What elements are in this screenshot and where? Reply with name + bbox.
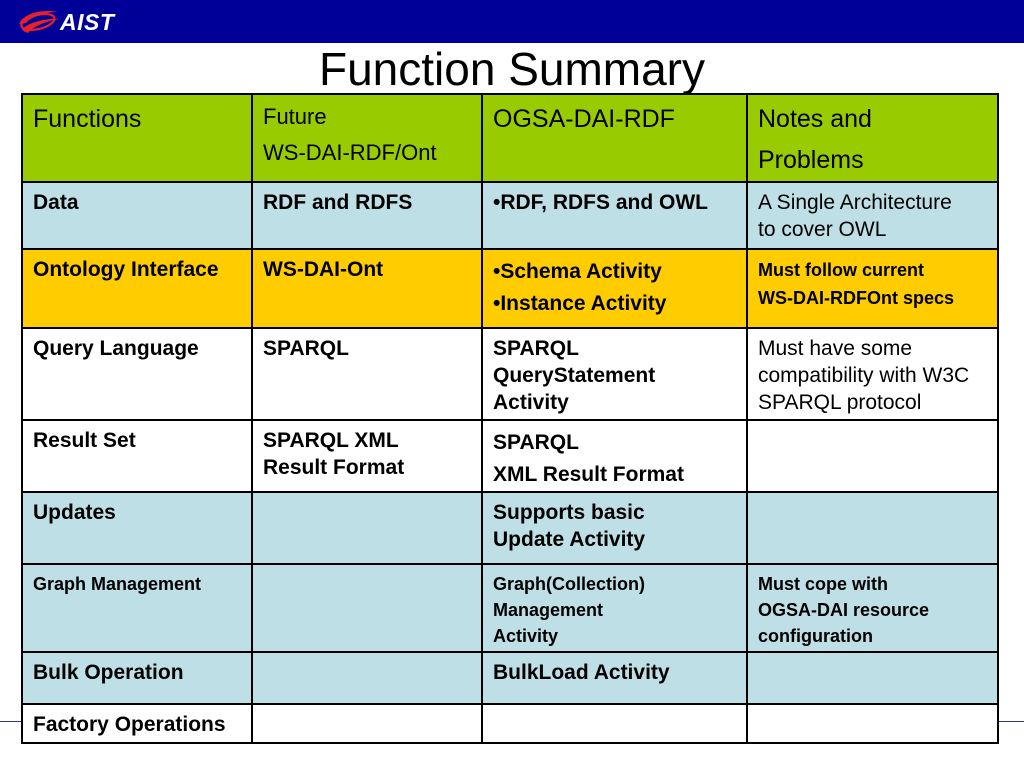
cell-line: Supports basic — [493, 501, 645, 524]
cell-notes — [747, 182, 998, 249]
cell-line: SPARQL — [493, 431, 579, 454]
cell-future — [252, 249, 482, 328]
cell-notes — [747, 420, 998, 492]
cell-line: configuration — [758, 626, 873, 646]
cell-line: WS-DAI-Ont — [263, 258, 384, 281]
cell-line: to cover OWL — [758, 218, 887, 241]
cell-line: SPARQL protocol — [758, 391, 922, 414]
cell-line: Ontology Interface — [33, 258, 219, 281]
cell-line: WS-DAI-RDFOnt specs — [758, 288, 955, 308]
cell-line: Notes and — [758, 105, 872, 133]
column-header-functions — [22, 94, 252, 182]
slide-title: Function Summary — [318, 43, 705, 95]
cell-ogsa-dai-rdf — [482, 420, 747, 492]
logo-text: AIST — [60, 9, 115, 35]
cell-line: •Schema Activity — [493, 260, 662, 283]
aist-logo — [16, 8, 128, 36]
cell-notes — [747, 652, 998, 704]
column-header-ogsa-dai-rdf — [482, 94, 747, 182]
cell-notes — [747, 328, 998, 420]
cell-line: •RDF, RDFS and OWL — [493, 191, 709, 214]
cell-notes — [747, 704, 998, 743]
table-header-row — [22, 94, 998, 182]
cell-function — [22, 328, 252, 420]
cell-line: Query Language — [33, 337, 199, 360]
cell-line: BulkLoad Activity — [493, 661, 670, 684]
cell-function — [22, 249, 252, 328]
cell-notes — [747, 564, 998, 652]
cell-function — [22, 704, 252, 743]
cell-line: Graph(Collection) — [493, 574, 645, 594]
cell-line: Result Set — [33, 429, 136, 452]
cell-line: XML Result Format — [493, 463, 684, 486]
cell-function — [22, 420, 252, 492]
cell-function — [22, 564, 252, 652]
table-row-query-language — [22, 328, 998, 420]
cell-function — [22, 492, 252, 564]
cell-ogsa-dai-rdf — [482, 704, 747, 743]
cell-line: A Single Architecture — [758, 191, 952, 214]
function-summary-table — [21, 93, 999, 744]
cell-function — [22, 652, 252, 704]
cell-line: Update Activity — [493, 528, 646, 551]
table-row-result-set — [22, 420, 998, 492]
cell-line: Must have some — [758, 337, 913, 360]
cell-future — [252, 182, 482, 249]
column-header-future — [252, 94, 482, 182]
cell-line: Data — [33, 191, 79, 214]
cell-line: RDF and RDFS — [263, 191, 413, 214]
cell-notes — [747, 249, 998, 328]
cell-line: Activity — [493, 391, 569, 414]
swoosh-icon — [16, 8, 62, 36]
cell-future — [252, 420, 482, 492]
cell-line: SPARQL XML — [263, 429, 399, 452]
cell-line: Bulk Operation — [33, 661, 184, 684]
cell-ogsa-dai-rdf — [482, 652, 747, 704]
cell-line: Problems — [758, 146, 864, 174]
cell-line: Management — [493, 600, 604, 620]
cell-ogsa-dai-rdf — [482, 564, 747, 652]
table-row-graph-management — [22, 564, 998, 652]
cell-future — [252, 564, 482, 652]
table-row-updates — [22, 492, 998, 564]
cell-line: Result Format — [263, 456, 405, 479]
cell-line: Factory Operations — [33, 713, 226, 736]
cell-function — [22, 182, 252, 249]
cell-notes — [747, 492, 998, 564]
cell-line: Activity — [493, 626, 559, 646]
cell-line: Must follow current — [758, 260, 924, 280]
cell-line: Functions — [33, 105, 142, 133]
top-bar — [0, 0, 1024, 43]
cell-future — [252, 492, 482, 564]
cell-future — [252, 704, 482, 743]
cell-ogsa-dai-rdf — [482, 182, 747, 249]
cell-line: SPARQL — [493, 337, 579, 360]
cell-future — [252, 328, 482, 420]
cell-line: QueryStatement — [493, 364, 656, 387]
cell-line: Future — [263, 104, 327, 129]
cell-line: Updates — [33, 501, 116, 524]
table-row-data — [22, 182, 998, 249]
cell-ogsa-dai-rdf — [482, 492, 747, 564]
table-row-ontology-interface — [22, 249, 998, 328]
cell-line: Must cope with — [758, 574, 888, 594]
column-header-notes — [747, 94, 998, 182]
cell-line: Graph Management — [33, 574, 202, 594]
cell-line: OGSA-DAI-RDF — [493, 105, 675, 133]
cell-line: WS-DAI-RDF/Ont — [263, 140, 437, 165]
cell-line: compatibility with W3C — [758, 364, 970, 387]
cell-line: OGSA-DAI resource — [758, 600, 930, 620]
cell-ogsa-dai-rdf — [482, 328, 747, 420]
cell-line: SPARQL — [263, 337, 349, 360]
table-row-bulk-operation — [22, 652, 998, 704]
cell-ogsa-dai-rdf — [482, 249, 747, 328]
table-row-factory-operations — [22, 704, 998, 743]
cell-future — [252, 652, 482, 704]
cell-line: •Instance Activity — [493, 292, 667, 315]
